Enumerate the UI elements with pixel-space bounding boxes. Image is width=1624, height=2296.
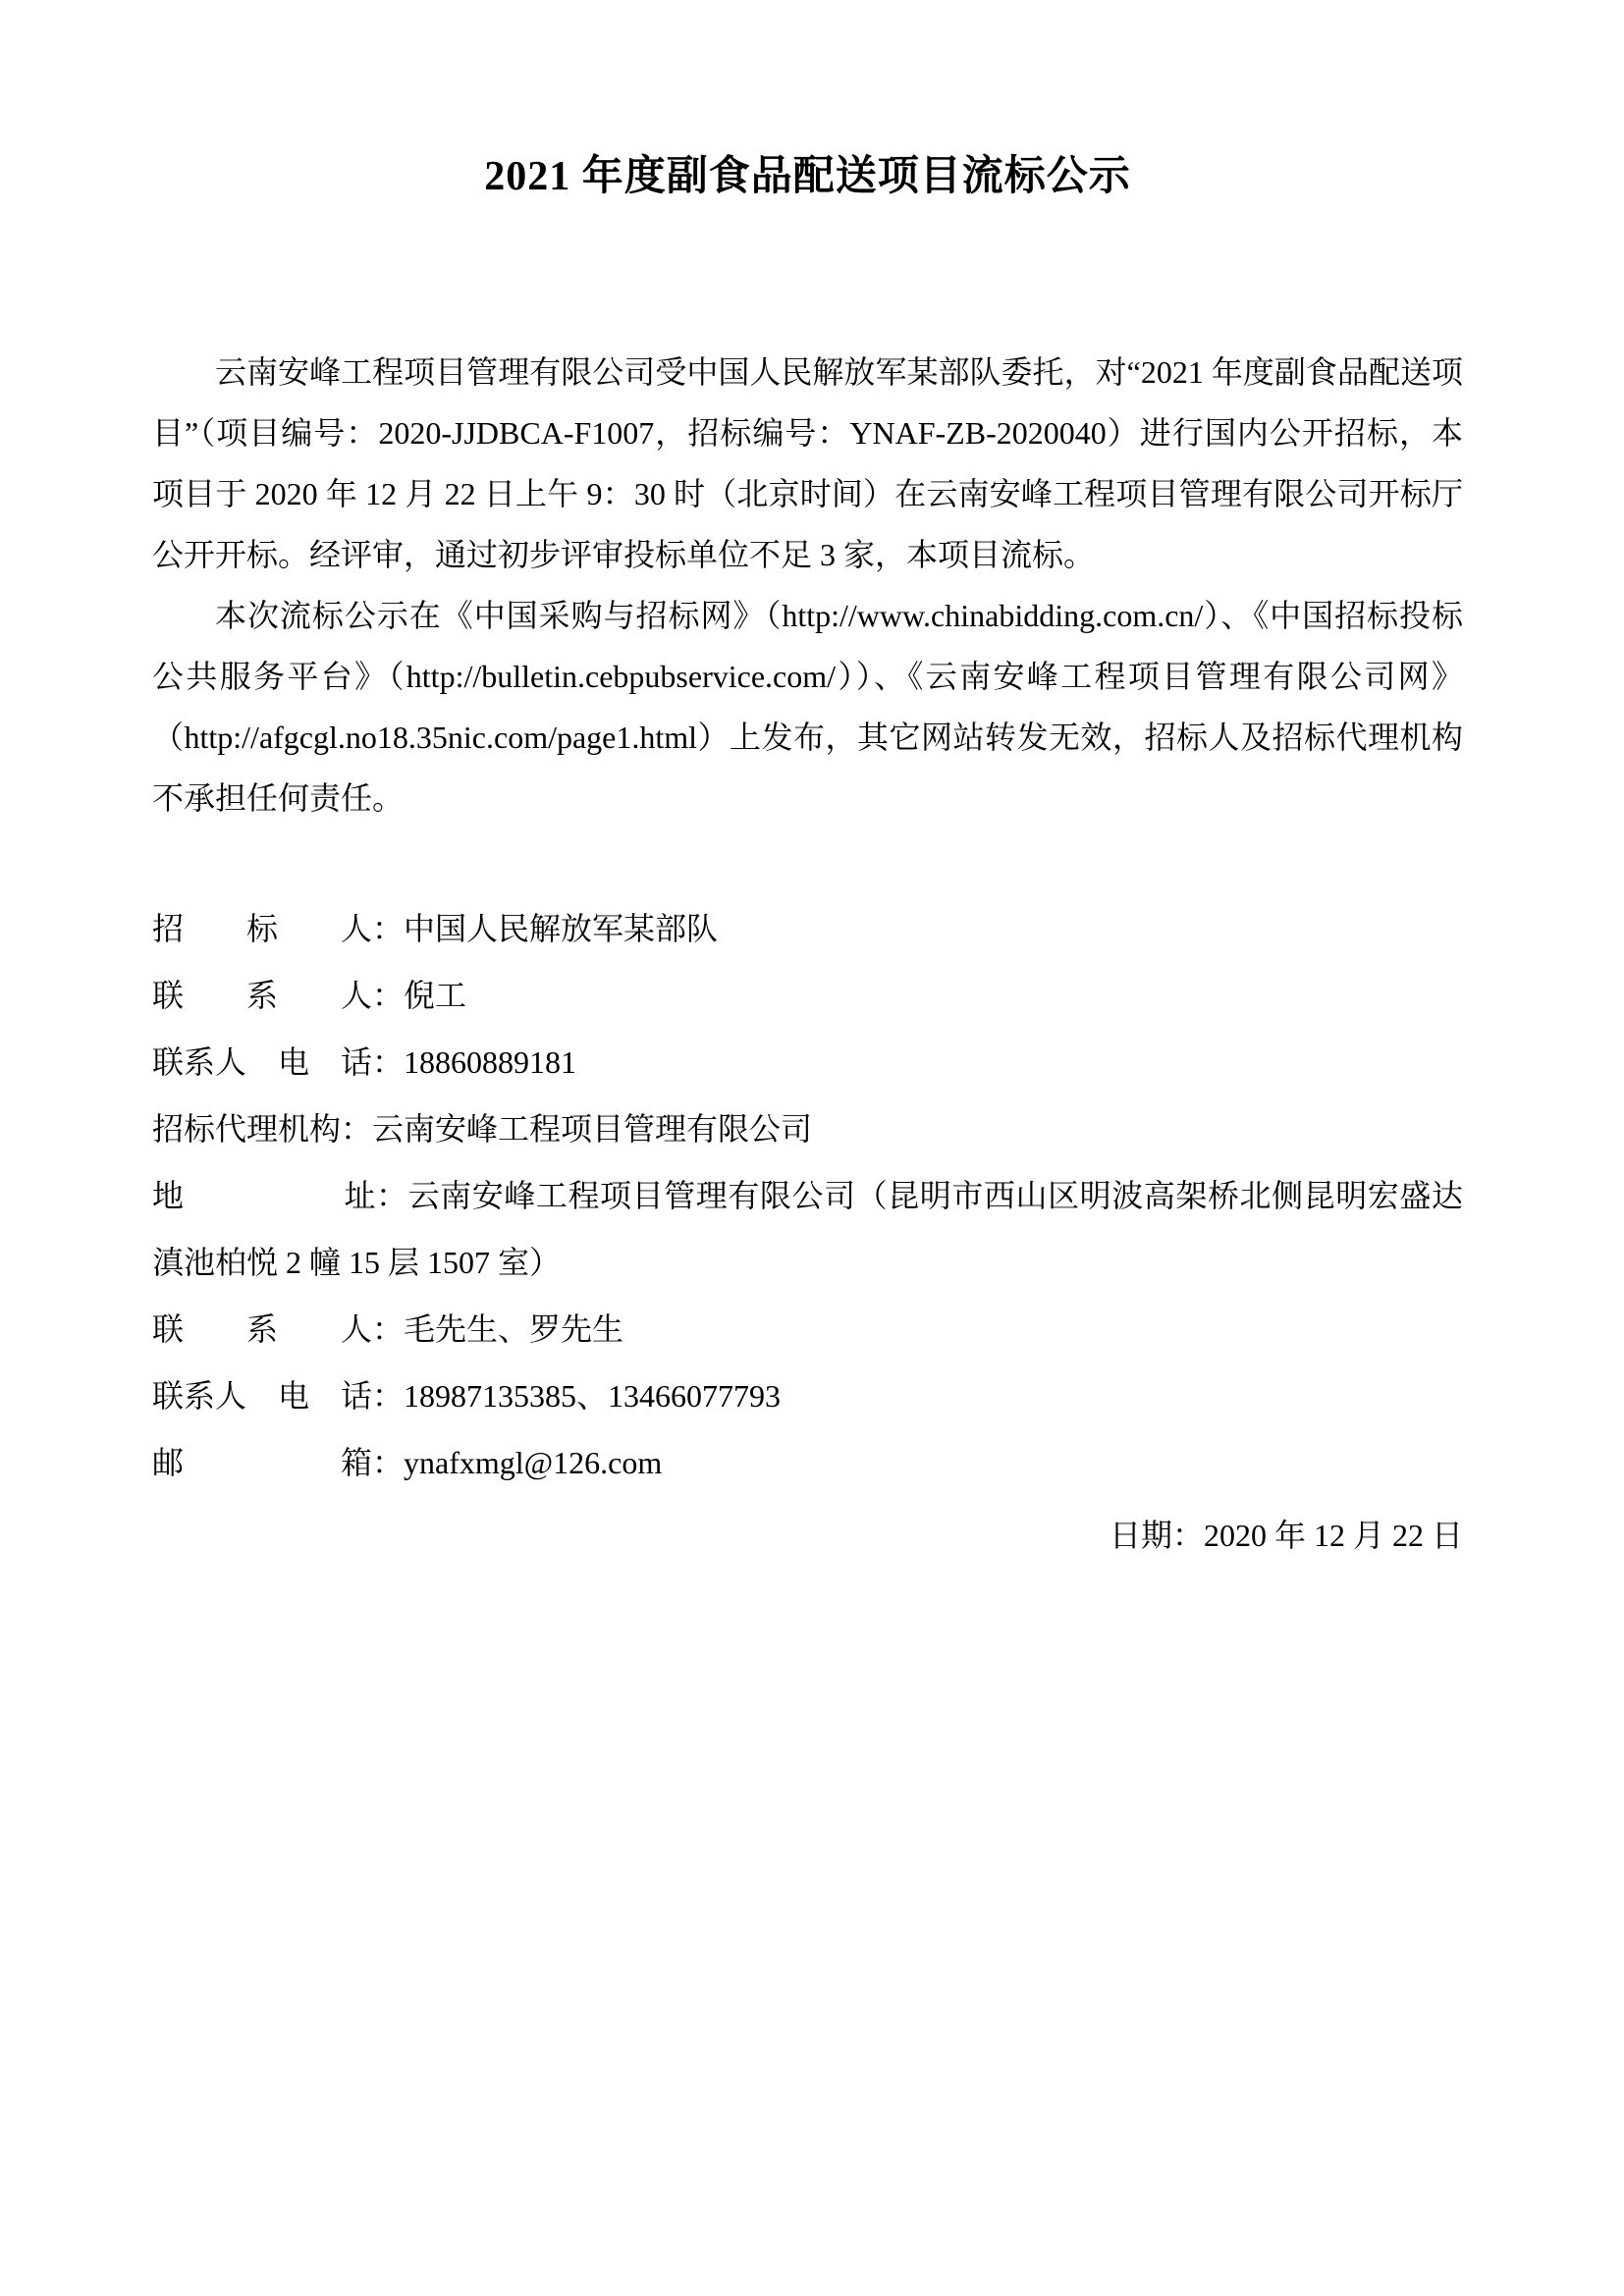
contact-row-agency: 招标代理机构：云南安峰工程项目管理有限公司 xyxy=(152,1111,813,1147)
paragraph-bid-opening: 云南安峰工程项目管理有限公司受中国人民解放军某部队委托，对“2021 年度副食品配送项目”（项目编号：2020-JJDBCA-F1007，招标编号：YNAF-ZB-2020040）进行国内公开招标，本项目于 2020 年 12 月 22 日上午 9：30 时（北京时间）在云南安峰工程项目管理有限公司开标厅公开开标。经评审，通过初步评审投标单位不足 3 家，本项目流标。 xyxy=(152,354,1463,572)
contact-info-block xyxy=(152,895,1463,1496)
contact-row-phone-1: 联系人 电 话：18860889181 xyxy=(152,1044,577,1080)
contact-row-address: 地 址：云南安峰工程项目管理有限公司（昆明市西山区明波高架桥北侧昆明宏盛达滇池柏悦 2 幢 15 层 1507 室） xyxy=(152,1178,1463,1280)
paragraph-publication-sites: 本次流标公示在《中国采购与招标网》（http://www.chinabidding.com.cn/）、《中国招标投标公共服务平台》（http://bulletin.cebpubservice.com/））、《云南安峰工程项目管理有限公司网》（http://afgcgl.no18.35nic.com/page1.html）上发布，其它网站转发无效，招标人及招标代理机构不承担任何责任。 xyxy=(152,598,1463,816)
document-date: 日期：2020 年 12 月 22 日 xyxy=(1109,1518,1463,1553)
document-title: 2021 年度副食品配送项目流标公示 xyxy=(484,154,1131,199)
contact-row-contact-person-2: 联 系 人：毛先生、罗先生 xyxy=(152,1311,624,1347)
contact-row-email: 邮 箱：ynafxmgl@126.com xyxy=(152,1445,663,1480)
contact-row-phone-2: 联系人 电 话：18987135385、13466077793 xyxy=(152,1378,782,1414)
contact-row-tenderer: 招 标 人：中国人民解放军某部队 xyxy=(152,911,719,946)
contact-row-contact-person-1: 联 系 人：倪工 xyxy=(152,978,467,1013)
